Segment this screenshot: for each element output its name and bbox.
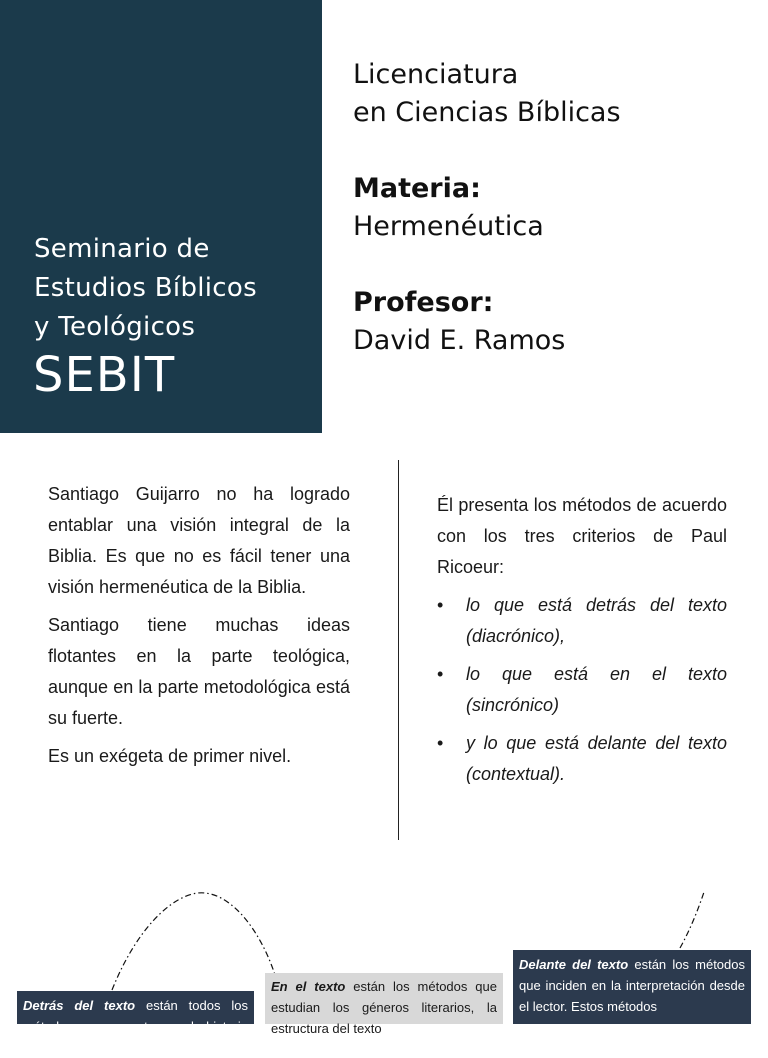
in-text-title: En el texto [271, 979, 346, 994]
seminar-line-3: y Teológicos [34, 312, 196, 342]
dashed-rising-curve [680, 892, 704, 948]
degree-line-2: en Ciencias Bíblicas [353, 97, 621, 128]
front-text-title: Delante del texto [519, 957, 629, 972]
seminar-name [34, 230, 314, 347]
list-item-text: y lo que está delante del texto (contextual). [466, 733, 727, 784]
course-info [353, 56, 753, 360]
subject-value: Hermenéutica [353, 211, 544, 242]
bullet-icon: • [437, 733, 444, 753]
criteria-list [437, 590, 727, 790]
left-column [48, 479, 350, 779]
behind-text-title: Detrás del texto [23, 998, 136, 1013]
front-text-body: están los métodos que inciden en la interpretación desde el lector. Estos métodos [519, 957, 745, 1014]
bullet-icon: • [437, 664, 444, 684]
dashed-arc-curve [112, 893, 275, 990]
list-item-text: lo que está detrás del texto (diacrónico), [466, 595, 727, 646]
right-column [437, 490, 727, 797]
list-item [437, 659, 727, 721]
seminar-acronym: SEBIT [33, 347, 176, 403]
in-text-body: están los métodos que estudian los géneros literarios, la estructura del texto [271, 979, 497, 1036]
spacer [353, 132, 753, 170]
sidebar-panel [0, 0, 322, 433]
behind-text-body: están todos los métodos que se centran en la historia del texto [23, 998, 248, 1055]
subject-label: Materia: [353, 173, 481, 204]
spacer [353, 246, 753, 284]
right-intro: Él presenta los métodos de acuerdo con los tres criterios de Paul Ricoeur: [437, 495, 727, 577]
left-paragraph-2: Santiago tiene muchas ideas flotantes en la parte teológica, aunque en la parte metodológica está su fuerte. [48, 615, 350, 728]
list-item [437, 590, 727, 652]
in-text-box [265, 973, 503, 1036]
seminar-line-1: Seminario de [34, 234, 210, 264]
left-paragraph-1: Santiago Guijarro no ha logrado entablar una visión integral de la Biblia. Es que no es fácil tener una visión hermenéutica de la Biblia. [48, 484, 350, 597]
bullet-icon: • [437, 595, 444, 615]
column-divider [398, 460, 399, 840]
left-paragraph-3: Es un exégeta de primer nivel. [48, 746, 292, 766]
front-text-box [513, 950, 751, 1024]
list-item-text: lo que está en el texto (sincrónico) [466, 664, 727, 715]
degree-line-1: Licenciatura [353, 59, 519, 90]
seminar-line-2: Estudios Bíblicos [34, 273, 257, 303]
list-item [437, 728, 727, 790]
professor-label: Profesor: [353, 287, 494, 318]
professor-value: David E. Ramos [353, 325, 566, 356]
behind-text-box [17, 991, 254, 1055]
